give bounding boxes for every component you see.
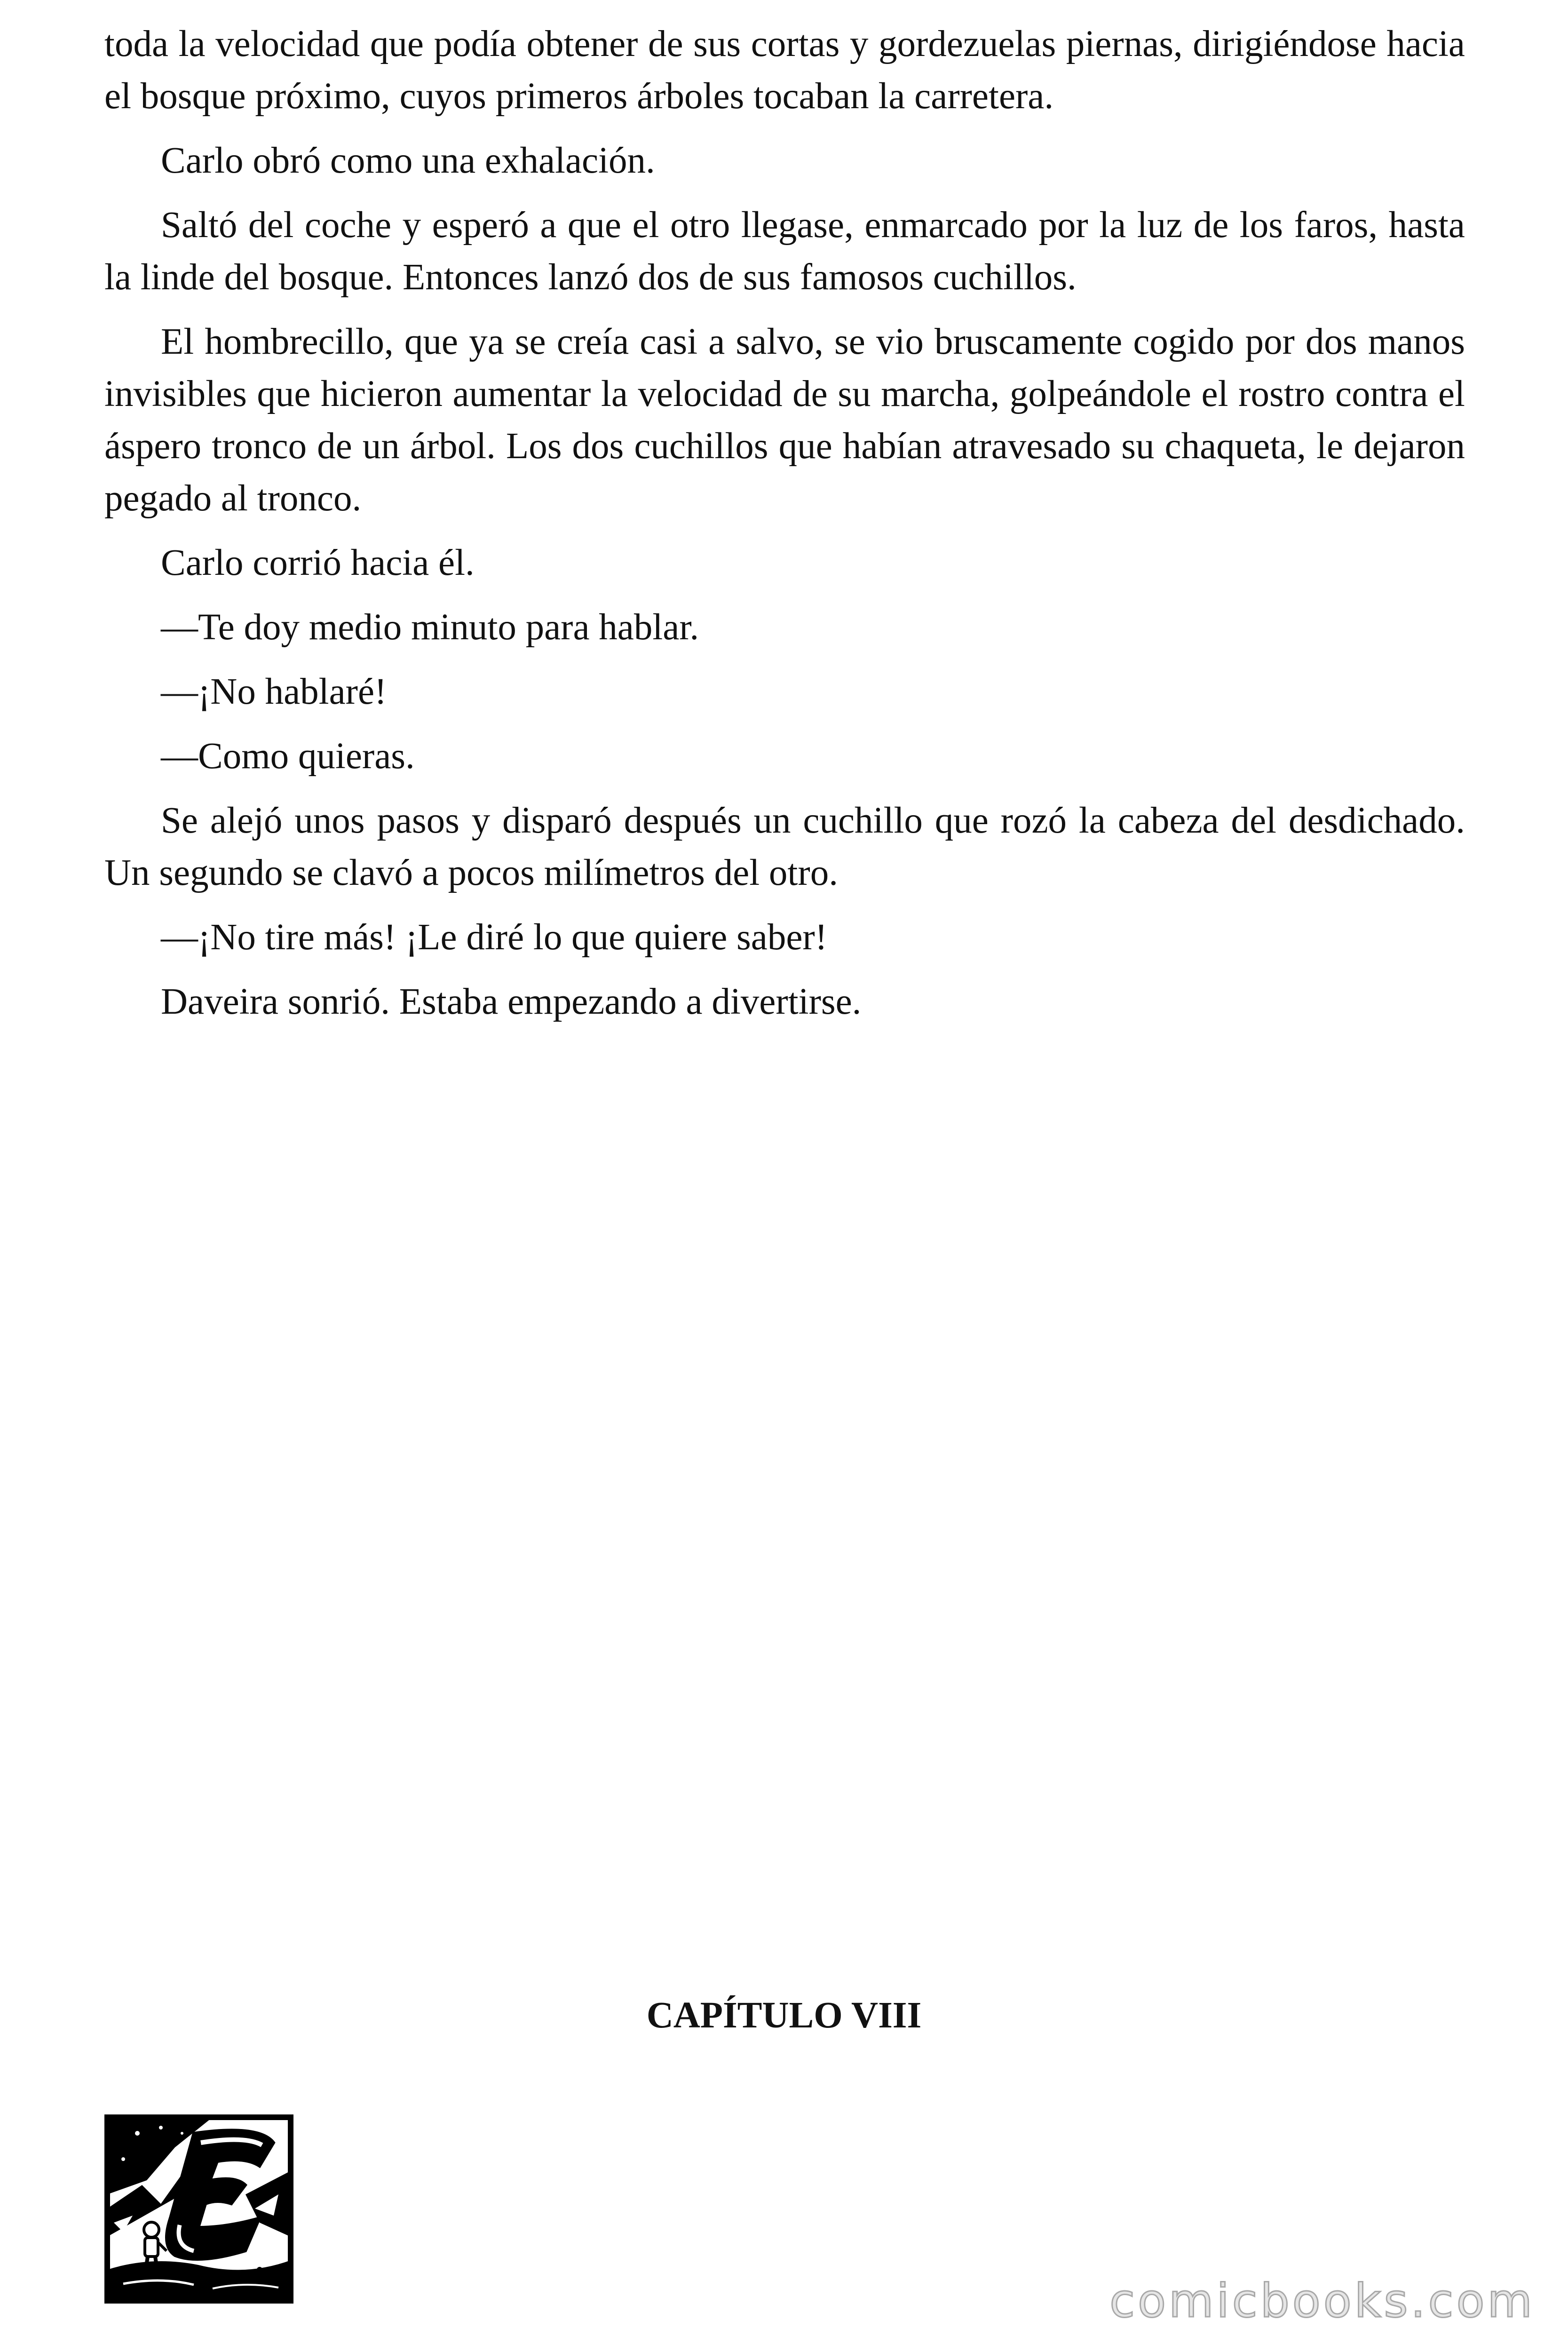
- paragraph: Se alejó unos pasos y disparó después un cuchillo que rozó la cabeza del desdichado. Un segundo se clavó a pocos milímetros del otro.: [104, 800, 1465, 893]
- paragraph-continuation: toda la velocidad que podía obtener de sus cortas y gordezuelas piernas, dirigiéndose hacia el bosque próximo, cuyos primeros árboles tocaban la carretera.: [104, 24, 1465, 117]
- paragraph: Saltó del coche y esperó a que el otro llegase, enmarcado por la luz de los faros, hasta la linde del bosque. Entonces lanzó dos de sus famosos cuchillos.: [104, 205, 1465, 298]
- chapter-title: CAPÍTULO VIII: [646, 1995, 922, 2036]
- paragraph: Carlo corrió hacia él.: [161, 542, 475, 583]
- dialogue-line: —¡No hablaré!: [161, 671, 387, 712]
- paragraph: El hombrecillo, que ya se creía casi a salvo, se vio bruscamente cogido por dos manos invisibles que hicieron aumentar la velocidad de su marcha, golpeándole el rostro contra el áspero tronco de un árbol. Los dos cuchillos que habían atravesado su chaqueta, le dejaron pegado al tronco.: [104, 321, 1465, 519]
- paragraph: Carlo obró como una exhalación.: [161, 140, 655, 181]
- dialogue-line: —Te doy medio minuto para hablar.: [161, 607, 699, 648]
- drop-cap-illustration-icon: [104, 2114, 293, 2304]
- paragraph: Daveira sonrió. Estaba empezando a divertirse.: [161, 981, 862, 1022]
- watermark-text: comicbooks.com: [1109, 2274, 1535, 2328]
- body-text: [104, 18, 1465, 1040]
- dialogue-line: —¡No tire más! ¡Le diré lo que quiere saber!: [161, 917, 828, 958]
- dialogue-line: —Como quieras.: [161, 736, 415, 777]
